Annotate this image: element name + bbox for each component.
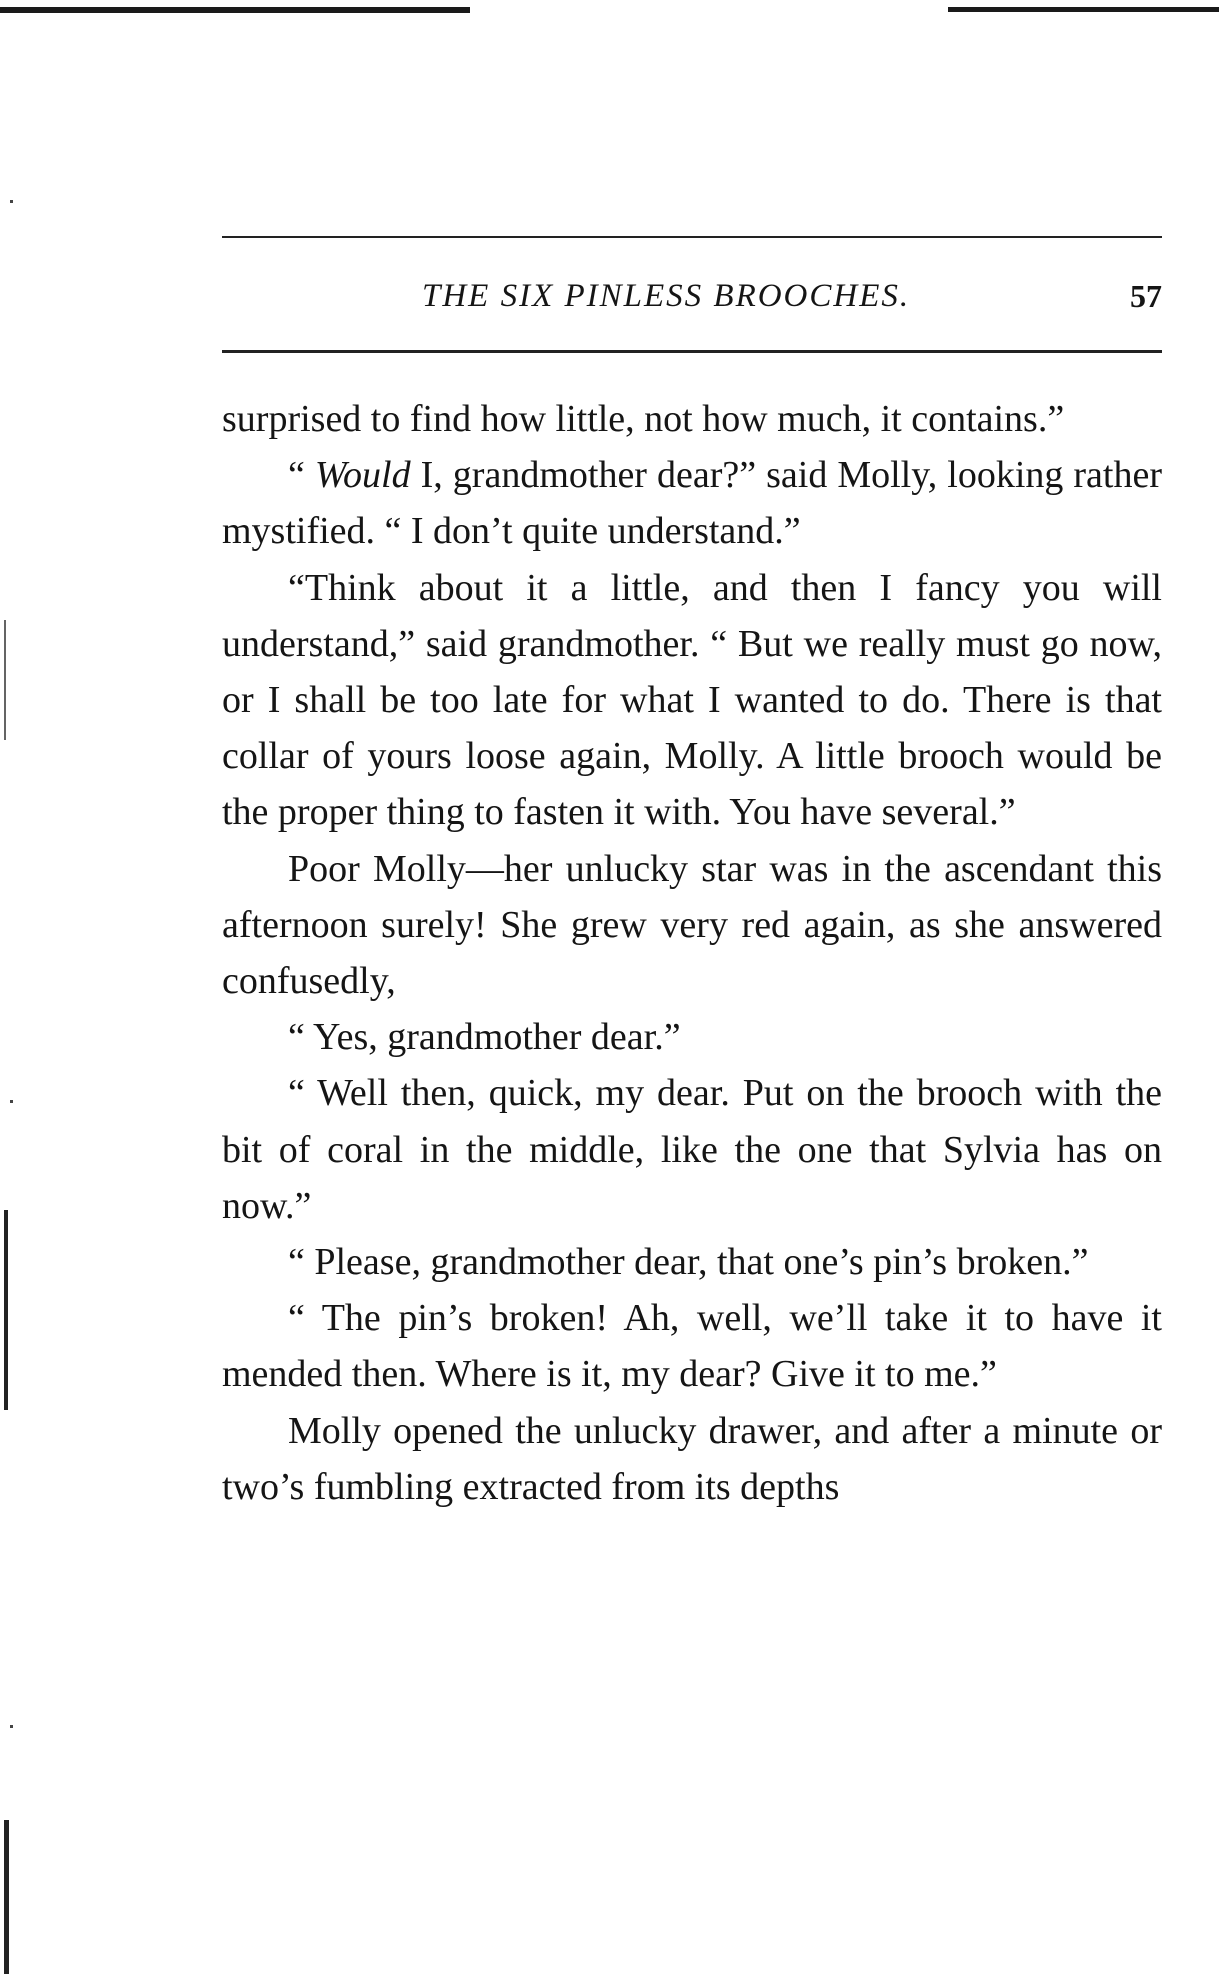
paragraph	[222, 1009, 1162, 1065]
paragraph-text: “ Yes, grandmother dear.”	[288, 1016, 681, 1059]
scan-speck	[10, 200, 13, 203]
paragraph-text: “ Please, grandmother dear, that one’s pin’s broken.”	[288, 1241, 1089, 1284]
running-title: THE SIX PINLESS BROOCHES.	[422, 278, 911, 314]
paragraph-text: “Think about it a little, and then I fancy you will understand,” said grandmother. “ But we really must go now, or I shall be too late for what I wanted to do. There is that collar of yours loose again, Molly. A little brooch would be the proper thing to fasten it with. You have several.”	[222, 566, 1162, 834]
scan-border-top-right	[948, 7, 1219, 12]
paragraph	[222, 1403, 1162, 1515]
paragraph	[222, 841, 1162, 1010]
running-head	[222, 278, 1162, 324]
scan-speck	[10, 1725, 13, 1728]
paragraph-text: Poor Molly—her unlucky star was in the ascendant this afternoon surely! She grew very red again, as she answered confusedly,	[222, 847, 1162, 1003]
scan-edge-mark	[4, 620, 6, 740]
paragraph	[222, 1234, 1162, 1290]
paragraph-text: surprised to find how little, not how much, it contains.”	[222, 398, 1065, 440]
paragraph	[222, 560, 1162, 841]
paragraph	[222, 1065, 1162, 1234]
scan-border-top-left	[0, 7, 470, 13]
paragraph-text: “	[288, 454, 315, 497]
body-text	[222, 391, 1162, 1515]
paragraph-text: I, grandmother dear?” said Molly, looking rather mystified. “ I don’t quite understand.”	[222, 454, 1162, 553]
paragraph-text: Molly opened the unlucky drawer, and after a minute or two’s fumbling extracted from its depths	[222, 1409, 1162, 1508]
scan-edge-mark	[4, 1210, 8, 1410]
paragraph	[222, 1290, 1162, 1402]
paragraph-text: “ Well then, quick, my dear. Put on the brooch with the bit of coral in the middle, like the one that Sylvia has on now.”	[222, 1072, 1162, 1227]
italic-text: Would	[314, 454, 411, 497]
paragraph	[222, 447, 1162, 559]
header-rule-lower	[222, 350, 1162, 353]
page-number: 57	[1130, 278, 1162, 314]
paragraph-text: “ The pin’s broken! Ah, well, we’ll take it to have it mended then. Where is it, my dear? Give it to me.”	[222, 1297, 1162, 1396]
scan-speck	[10, 1100, 13, 1103]
scan-edge-mark	[4, 1820, 9, 1974]
header-rule-upper	[222, 236, 1162, 238]
paragraph	[222, 391, 1162, 447]
